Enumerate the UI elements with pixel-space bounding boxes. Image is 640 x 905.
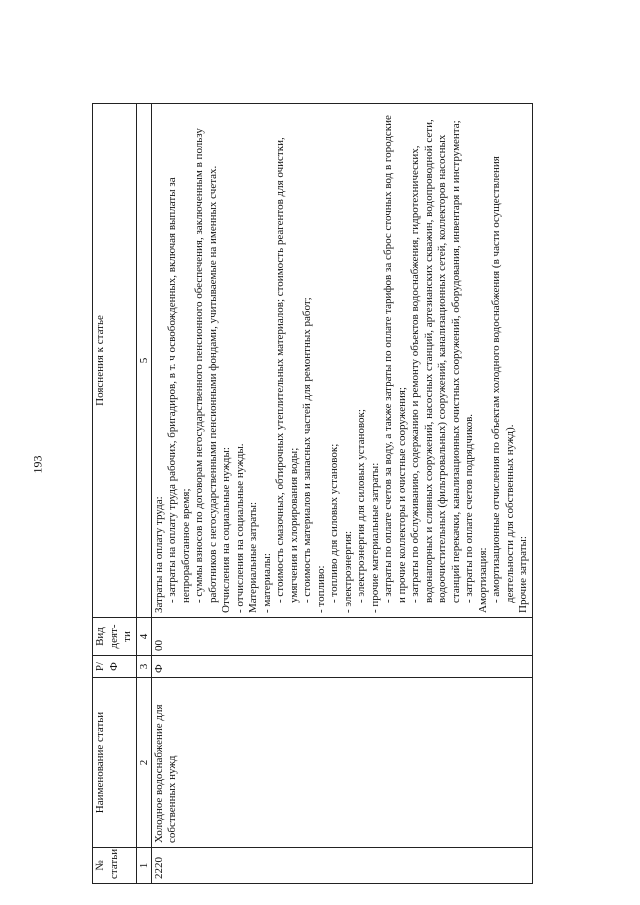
column-index: 1: [136, 848, 151, 884]
header-notes: Пояснения к статье: [93, 104, 137, 618]
item-notes: [151, 104, 532, 618]
cost-items-table: [92, 103, 533, 884]
item-activity: 00: [151, 618, 532, 656]
note-line: Материальные затраты:: [247, 501, 259, 613]
note-line: - стоимость смазочных, обтирочных утеплительных материалов; стоимость реагентов для очистки, умягчения и хлорирования воды;: [274, 137, 300, 603]
item-code: 2220: [151, 848, 532, 884]
table-header-row: [93, 104, 137, 884]
note-line: - прочие материальные затраты:: [368, 462, 381, 613]
note-line: Амортизация:: [476, 547, 489, 613]
note-line: - затраты по оплате счетов за воду, а также затраты по оплате тарифов за сброс сточных вод в городские и прочие коллекторы и очистные сооружения;: [382, 115, 408, 603]
note-line: Затраты на оплату труда:: [152, 496, 165, 613]
header-activity-type: Вид деят-ти: [93, 618, 137, 656]
note-line: - амортизационные отчисления по объектам холодного водоснабжения (в части осуществления деятельности для собственных нужд).: [490, 156, 516, 603]
rotated-page-content: [92, 104, 537, 884]
note-line: - отчисления на социальные нужды.: [233, 443, 246, 613]
column-index: 5: [136, 104, 151, 618]
note-line: Отчисления на социальные нужды:: [220, 447, 232, 613]
header-rf: Р/ Ф: [93, 656, 137, 678]
note-line: - затраты по оплате счетов подрядчиков.: [463, 413, 475, 603]
note-line: - электроэнергия:: [341, 530, 354, 613]
column-index-row: [136, 104, 151, 884]
note-line: Прочие затраты:: [517, 536, 529, 613]
note-line: - материалы:: [260, 553, 273, 613]
note-line: - топливо для силовых установок;: [328, 443, 340, 603]
note-line: - суммы взносов по договорам негосударственного пенсионного обеспечения, заключенным в пользу работников с негосударственными пенсионными фондами, учитываемые на именных счетах.: [193, 128, 219, 603]
note-line: - затраты на оплату труда рабочих, бригадиров, в т. ч освобожденных, включая выплаты за непроработанное время;: [166, 177, 192, 603]
note-line: - электроэнергия для силовых установок;: [355, 409, 367, 603]
note-line: - стоимость материалов и запасных частей для ремонтных работ;: [301, 297, 313, 603]
column-index: 4: [136, 618, 151, 656]
header-item-name: Наименование статьи: [93, 678, 137, 848]
note-line: - затраты по обслуживанию, содержанию и ремонту объектов водоснабжения, гидротехнических, водонапорных и сливных сооружений, насосных станций, артезианских скважин, водопроводной сети, водоочистительных (фильтровальных) сооружений, канализационных сетей, коллекторов насосных станций перекачки, канализационных очистных сооружений, оборудования, инвентаря и инструмента;: [409, 119, 462, 603]
page-number: 193: [30, 455, 45, 474]
item-rf: Ф: [151, 656, 532, 678]
item-name: Холодное водоснабжение для собственных нужд: [151, 678, 532, 848]
table-row: [151, 104, 532, 884]
column-index: 3: [136, 656, 151, 678]
note-line: - топливо:: [314, 565, 327, 613]
header-item-number: № статьи: [93, 848, 137, 884]
column-index: 2: [136, 678, 151, 848]
